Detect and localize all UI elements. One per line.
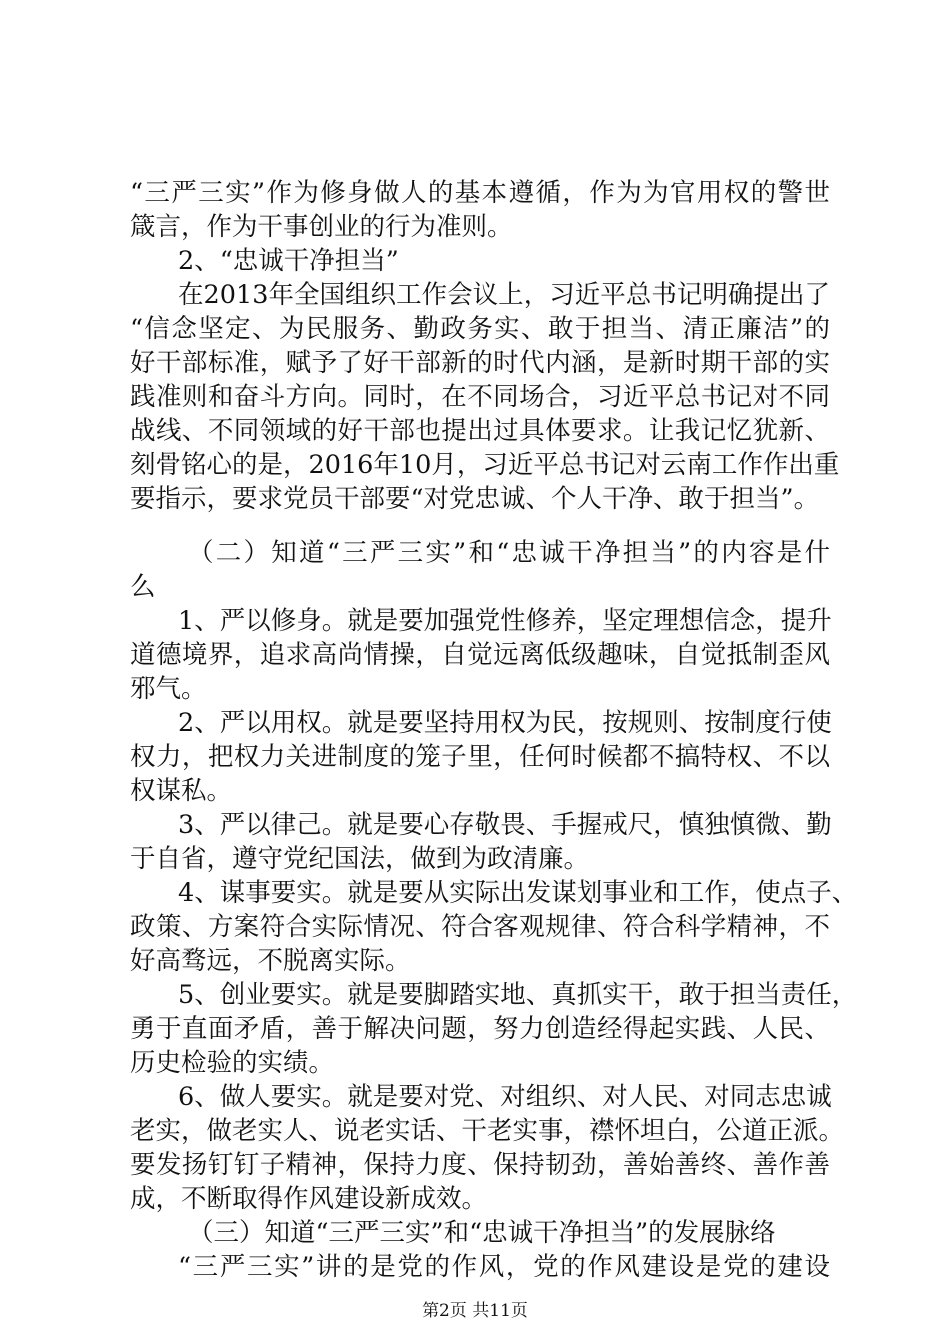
list-item: 4、谋事要实。就是要从实际出发谋划事业和工作，使点子、: [178, 878, 858, 908]
list-item: 邪气。: [130, 674, 207, 704]
section-heading: （二）知道“三严三实”和“忠诚干净担当”的内容是什: [188, 538, 830, 568]
paragraph-line: 践准则和奋斗方向。同时，在不同场合，习近平总书记对不同: [130, 382, 830, 412]
paragraph-line: 箴言，作为干事创业的行为准则。: [130, 212, 513, 242]
paragraph-line: “三严三实”作为修身做人的基本遵循，作为为官用权的警世: [130, 178, 830, 208]
paragraph-line: “信念坚定、为民服务、勤政务实、敢于担当、清正廉洁”的: [130, 314, 830, 344]
list-item: 政策、方案符合实际情况、符合客观规律、符合科学精神，不: [130, 912, 830, 942]
section-heading: 么: [130, 572, 156, 602]
section-heading: （三）知道“三严三实”和“忠诚干净担当”的发展脉络: [188, 1218, 776, 1248]
list-item: 1、严以修身。就是要加强党性修养，坚定理想信念，提升: [178, 606, 832, 636]
list-item: 要发扬钉钉子精神，保持力度、保持韧劲，善始善终、善作善: [130, 1150, 830, 1180]
list-item: 老实，做老实人、说老实话、干老实事，襟怀坦白，公道正派。: [130, 1116, 845, 1146]
list-item: 5、创业要实。就是要脚踏实地、真抓实干，敢于担当责任，: [178, 980, 858, 1010]
paragraph-line: 刻骨铭心的是，2016年10月，习近平总书记对云南工作作出重: [130, 450, 840, 480]
paragraph-line: 好干部标准，赋予了好干部新的时代内涵，是新时期干部的实: [130, 348, 830, 378]
list-item: 于自省，遵守党纪国法，做到为政清廉。: [130, 844, 590, 874]
list-item: 权谋私。: [130, 776, 233, 806]
paragraph-line: “三严三实”讲的是党的作风，党的作风建设是党的建设: [178, 1252, 830, 1282]
list-item: 好高骛远，不脱离实际。: [130, 946, 411, 976]
list-item: 权力，把权力关进制度的笼子里，任何时候都不搞特权、不以: [130, 742, 830, 772]
list-item: 2、严以用权。就是要坚持用权为民，按规则、按制度行使: [178, 708, 832, 738]
list-item: 勇于直面矛盾，善于解决问题，努力创造经得起实践、人民、: [130, 1014, 830, 1044]
paragraph-line: 要指示，要求党员干部要“对党忠诚、个人干净、敢于担当”。: [130, 484, 820, 514]
paragraph-line: 在2013年全国组织工作会议上，习近平总书记明确提出了: [178, 280, 830, 310]
page-number-footer: 第2页 共11页: [422, 1301, 528, 1321]
list-item: 道德境界，追求高尚情操，自觉远离低级趣味，自觉抵制歪风: [130, 640, 830, 670]
list-item: 成，不断取得作风建设新成效。: [130, 1184, 488, 1214]
paragraph-line: 战线、不同领域的好干部也提出过具体要求。让我记忆犹新、: [130, 416, 830, 446]
list-item: 历史检验的实绩。: [130, 1048, 335, 1078]
list-item: 6、做人要实。就是要对党、对组织、对人民、对同志忠诚: [178, 1082, 832, 1112]
section-heading: 2、“忠诚干净担当”: [178, 246, 399, 276]
list-item: 3、严以律己。就是要心存敬畏、手握戒尺，慎独慎微、勤: [178, 810, 832, 840]
